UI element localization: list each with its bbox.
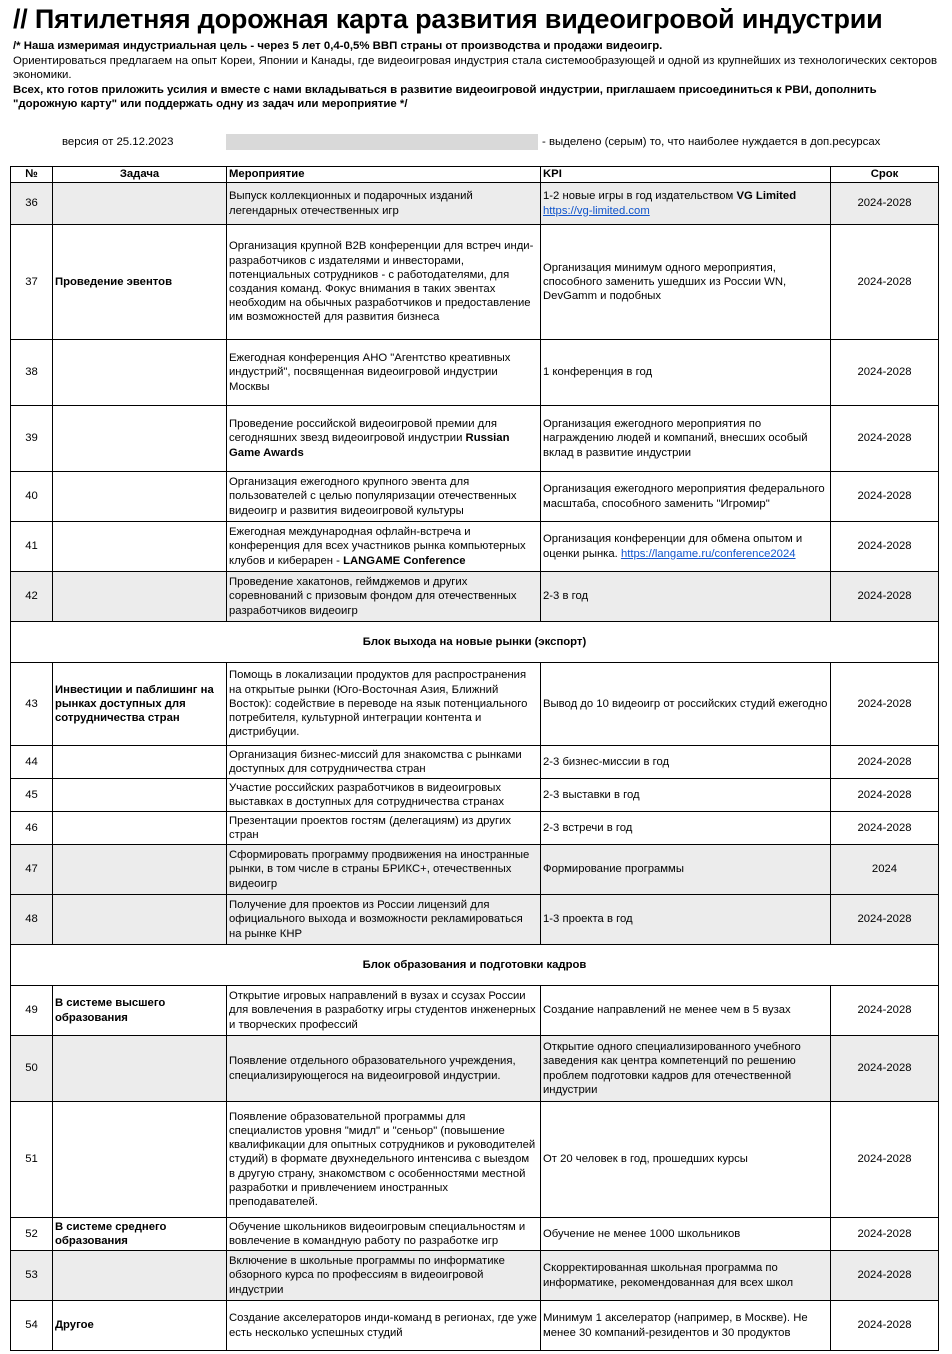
section-title: Блок выхода на новые рынки (экспорт) <box>11 622 939 663</box>
term-cell: 2024-2028 <box>831 406 939 472</box>
event-cell: Появление образовательной программы для специалистов уровня "мидл" и "сеньор" (повышение квалификации для опытных сотрудников и руководителей студий) в формате двухнедельного интенсива с выездом в другую страну, знакомством с особенностями местной разработки и привлечением иностранных преподавателей. <box>227 1102 541 1218</box>
table-row <box>11 572 939 622</box>
term-cell: 2024-2028 <box>831 1301 939 1351</box>
event-cell: Обучение школьников видеоигровым специальностям и вовлечение в командную работу по разработке игр <box>227 1218 541 1251</box>
row-number: 38 <box>11 340 53 406</box>
table-row <box>11 1102 939 1218</box>
row-number: 54 <box>11 1301 53 1351</box>
term-cell: 2024-2028 <box>831 895 939 945</box>
event-cell: Сформировать программу продвижения на иностранные рынки, в том числе в страны БРИКС+, отечественных видеоигр <box>227 845 541 895</box>
event-text: Проведение российской видеоигровой премии для сегодняшних звезд видеоигровой индустрии <box>229 418 497 445</box>
task-cell <box>53 522 227 572</box>
row-number: 50 <box>11 1036 53 1102</box>
kpi-cell: Вывод до 10 видеоигр от российских студий ежегодно <box>541 663 831 746</box>
task-cell <box>53 746 227 779</box>
event-cell <box>227 522 541 572</box>
event-cell: Организация ежегодного крупного эвента для пользователей с целью популяризации отечественных видеоигр и развития видеоигровой культуры <box>227 472 541 522</box>
orientation-line: Ориентироваться предлагаем на опыт Кореи, Японии и Канады, где видеоигровая индустрия стала системообразующей и одной из крупнейших из технологических секторов экономики. <box>13 54 937 82</box>
gray-legend-text: - выделено (серым) то, что наиболее нуждается в доп.ресурсах <box>542 136 881 148</box>
term-cell: 2024-2028 <box>831 812 939 845</box>
event-brand: LANGAME Conference <box>343 554 466 567</box>
task-cell: В системе высшего образования <box>53 986 227 1036</box>
row-number: 46 <box>11 812 53 845</box>
table-row <box>11 472 939 522</box>
row-number: 40 <box>11 472 53 522</box>
row-number: 48 <box>11 895 53 945</box>
table-header-row <box>11 167 939 183</box>
table-row <box>11 746 939 779</box>
term-cell: 2024-2028 <box>831 340 939 406</box>
event-cell: Организация бизнес-миссий для знакомства с рынками доступных для сотрудничества стран <box>227 746 541 779</box>
kpi-cell: Создание направлений не менее чем в 5 вузах <box>541 986 831 1036</box>
kpi-cell: Скорректированная школьная программа по информатике, рекомендованная для всех школ <box>541 1251 831 1301</box>
term-cell: 2024 <box>831 845 939 895</box>
task-cell <box>53 406 227 472</box>
kpi-link[interactable]: https://langame.ru/conference2024 <box>620 547 796 560</box>
task-cell <box>53 1102 227 1218</box>
row-number: 43 <box>11 663 53 746</box>
event-cell: Открытие игровых направлений в вузах и ссузах России для вовлечения в разработку игры студентов инженерных и творческих профессий <box>227 986 541 1036</box>
task-cell <box>53 572 227 622</box>
row-number: 44 <box>11 746 53 779</box>
task-cell: Другое <box>53 1301 227 1351</box>
kpi-cell: 2-3 выставки в год <box>541 779 831 812</box>
row-number: 52 <box>11 1218 53 1251</box>
kpi-brand: VG Limited <box>736 190 797 203</box>
row-number: 37 <box>11 225 53 340</box>
term-cell: 2024-2028 <box>831 1036 939 1102</box>
kpi-cell: 2-3 в год <box>541 572 831 622</box>
column-header-num: № <box>11 167 53 183</box>
kpi-cell: Организация ежегодного мероприятия федерального масштаба, способного заменить "Игромир" <box>541 472 831 522</box>
row-number: 39 <box>11 406 53 472</box>
kpi-cell: Обучение не менее 1000 школьников <box>541 1218 831 1251</box>
term-cell: 2024-2028 <box>831 986 939 1036</box>
term-cell: 2024-2028 <box>831 1251 939 1301</box>
task-cell <box>53 1036 227 1102</box>
gray-highlight-sample <box>226 134 538 150</box>
term-cell: 2024-2028 <box>831 746 939 779</box>
column-header-term: Срок <box>831 167 939 183</box>
task-cell <box>53 812 227 845</box>
event-cell <box>227 406 541 472</box>
kpi-text: Организация конференции для обмена опытом и оценки рынка. <box>543 533 803 560</box>
row-number: 53 <box>11 1251 53 1301</box>
kpi-cell: Минимум 1 акселератор (например, в Москве). Не менее 30 компаний-резидентов и 30 продуктов <box>541 1301 831 1351</box>
kpi-cell: Организация минимум одного мероприятия, способного заменить ушедших из России WN, DevGamm и подобных <box>541 225 831 340</box>
event-cell: Участие российских разработчиков в видеоигровых выставках в доступных для сотрудничества странах <box>227 779 541 812</box>
term-cell: 2024-2028 <box>831 779 939 812</box>
task-cell <box>53 779 227 812</box>
table-row <box>11 340 939 406</box>
row-number: 49 <box>11 986 53 1036</box>
table-row <box>11 779 939 812</box>
kpi-cell: 2-3 встречи в год <box>541 812 831 845</box>
table-row <box>11 986 939 1036</box>
kpi-cell: Организация ежегодного мероприятия по награждению людей и компаний, внесших особый вклад в развитие индустрии <box>541 406 831 472</box>
invite-line: Всех, кто готов приложить усилия и вместе с нами вкладываться в развитие видеоигровой индустрии, приглашаем присоединиться к РВИ, дополнить "дорожную карту" или поддержать одну из задач или мероприятие */ <box>13 83 877 111</box>
kpi-cell: 1 конференция в год <box>541 340 831 406</box>
task-cell: В системе среднего образования <box>53 1218 227 1251</box>
section-row <box>11 622 939 663</box>
term-cell: 2024-2028 <box>831 183 939 225</box>
table-row <box>11 406 939 472</box>
intro-text <box>13 39 942 112</box>
term-cell: 2024-2028 <box>831 522 939 572</box>
goal-line: /* Наша измеримая индустриальная цель - через 5 лет 0,4-0,5% ВВП страны от производства и продажи видеоигр. <box>13 40 663 52</box>
section-title: Блок образования и подготовки кадров <box>11 945 939 986</box>
kpi-cell <box>541 183 831 225</box>
section-row <box>11 945 939 986</box>
term-cell: 2024-2028 <box>831 1102 939 1218</box>
row-number: 51 <box>11 1102 53 1218</box>
term-cell: 2024-2028 <box>831 472 939 522</box>
column-header-kpi: KPI <box>541 167 831 183</box>
event-cell: Проведение хакатонов, геймджемов и других соревнований с призовым фондом для отечественных разработчиков видеоигр <box>227 572 541 622</box>
event-cell: Появление отдельного образовательного учреждения, специализирующегося на видеоигровой индустрии. <box>227 1036 541 1102</box>
table-row <box>11 1218 939 1251</box>
task-cell <box>53 1251 227 1301</box>
version-row <box>10 134 942 151</box>
row-number: 41 <box>11 522 53 572</box>
task-cell <box>53 845 227 895</box>
table-row <box>11 845 939 895</box>
task-cell <box>53 340 227 406</box>
term-cell: 2024-2028 <box>831 225 939 340</box>
event-brand: Russian Game Awards <box>229 432 510 459</box>
task-cell: Инвестиции и паблишинг на рынках доступных для сотрудничества стран <box>53 663 227 746</box>
task-cell: Проведение эвентов <box>53 225 227 340</box>
roadmap-table <box>10 166 939 1351</box>
event-cell: Создание акселераторов инди-команд в регионах, где уже есть несколько успешных студий <box>227 1301 541 1351</box>
page-title: // Пятилетняя дорожная карта развития видеоигровой индустрии <box>13 4 883 34</box>
kpi-cell: 2-3 бизнес-миссии в год <box>541 746 831 779</box>
table-row <box>11 663 939 746</box>
event-cell: Включение в школьные программы по информатике обзорного курса по профессиям в видеоигровой индустрии <box>227 1251 541 1301</box>
row-number: 42 <box>11 572 53 622</box>
task-cell <box>53 183 227 225</box>
term-cell: 2024-2028 <box>831 663 939 746</box>
event-cell: Выпуск коллекционных и подарочных изданий легендарных отечественных игр <box>227 183 541 225</box>
task-cell <box>53 895 227 945</box>
event-cell: Помощь в локализации продуктов для распространения на открытые рынки (Юго-Восточная Азия, Ближний Восток): содействие в переводе на язык потенциального потребителя, культурной интеграции контента и дистрибуции. <box>227 663 541 746</box>
table-row <box>11 1301 939 1351</box>
row-number: 47 <box>11 845 53 895</box>
row-number: 45 <box>11 779 53 812</box>
table-row <box>11 812 939 845</box>
kpi-link[interactable]: https://vg-limited.com <box>543 204 650 217</box>
column-header-event: Мероприятие <box>227 167 541 183</box>
task-cell <box>53 472 227 522</box>
kpi-cell <box>541 522 831 572</box>
kpi-cell: 1-3 проекта в год <box>541 895 831 945</box>
table-row <box>11 183 939 225</box>
row-number: 36 <box>11 183 53 225</box>
event-cell: Ежегодная конференция АНО "Агентство креативных индустрий", посвященная видеоигровой индустрии Москвы <box>227 340 541 406</box>
kpi-cell: От 20 человек в год, прошедших курсы <box>541 1102 831 1218</box>
kpi-text: 1-2 новые игры в год издательством <box>543 190 737 203</box>
term-cell: 2024-2028 <box>831 572 939 622</box>
term-cell: 2024-2028 <box>831 1218 939 1251</box>
version-label: версия от 25.12.2023 <box>62 136 174 148</box>
document-header <box>10 0 942 148</box>
kpi-cell: Формирование программы <box>541 845 831 895</box>
table-row <box>11 1251 939 1301</box>
table-body <box>11 183 939 1351</box>
table-row <box>11 1036 939 1102</box>
event-cell: Получение для проектов из России лицензий для официального выхода и возможности рекламироваться на рынке КНР <box>227 895 541 945</box>
event-text: Ежегодная международная офлайн-встреча и конференция для всех участников рынка компьютерных клубов и киберарен - <box>229 526 526 567</box>
table-row <box>11 895 939 945</box>
table-row <box>11 225 939 340</box>
event-cell: Презентации проектов гостям (делегациям) из других стран <box>227 812 541 845</box>
column-header-task: Задача <box>53 167 227 183</box>
kpi-cell: Открытие одного специализированного учебного заведения как центра компетенций по решению проблем подготовки кадров для отечественной индустрии <box>541 1036 831 1102</box>
table-row <box>11 522 939 572</box>
event-cell: Организация крупной B2B конференции для встреч инди-разработчиков с издателями и инвесторами, потенциальных сотрудников - с работодателями, для создания команд. Фокус внимания в таких эвентах необходим на обычных разработчиков и предоставление им возможностей для развития бизнеса <box>227 225 541 340</box>
